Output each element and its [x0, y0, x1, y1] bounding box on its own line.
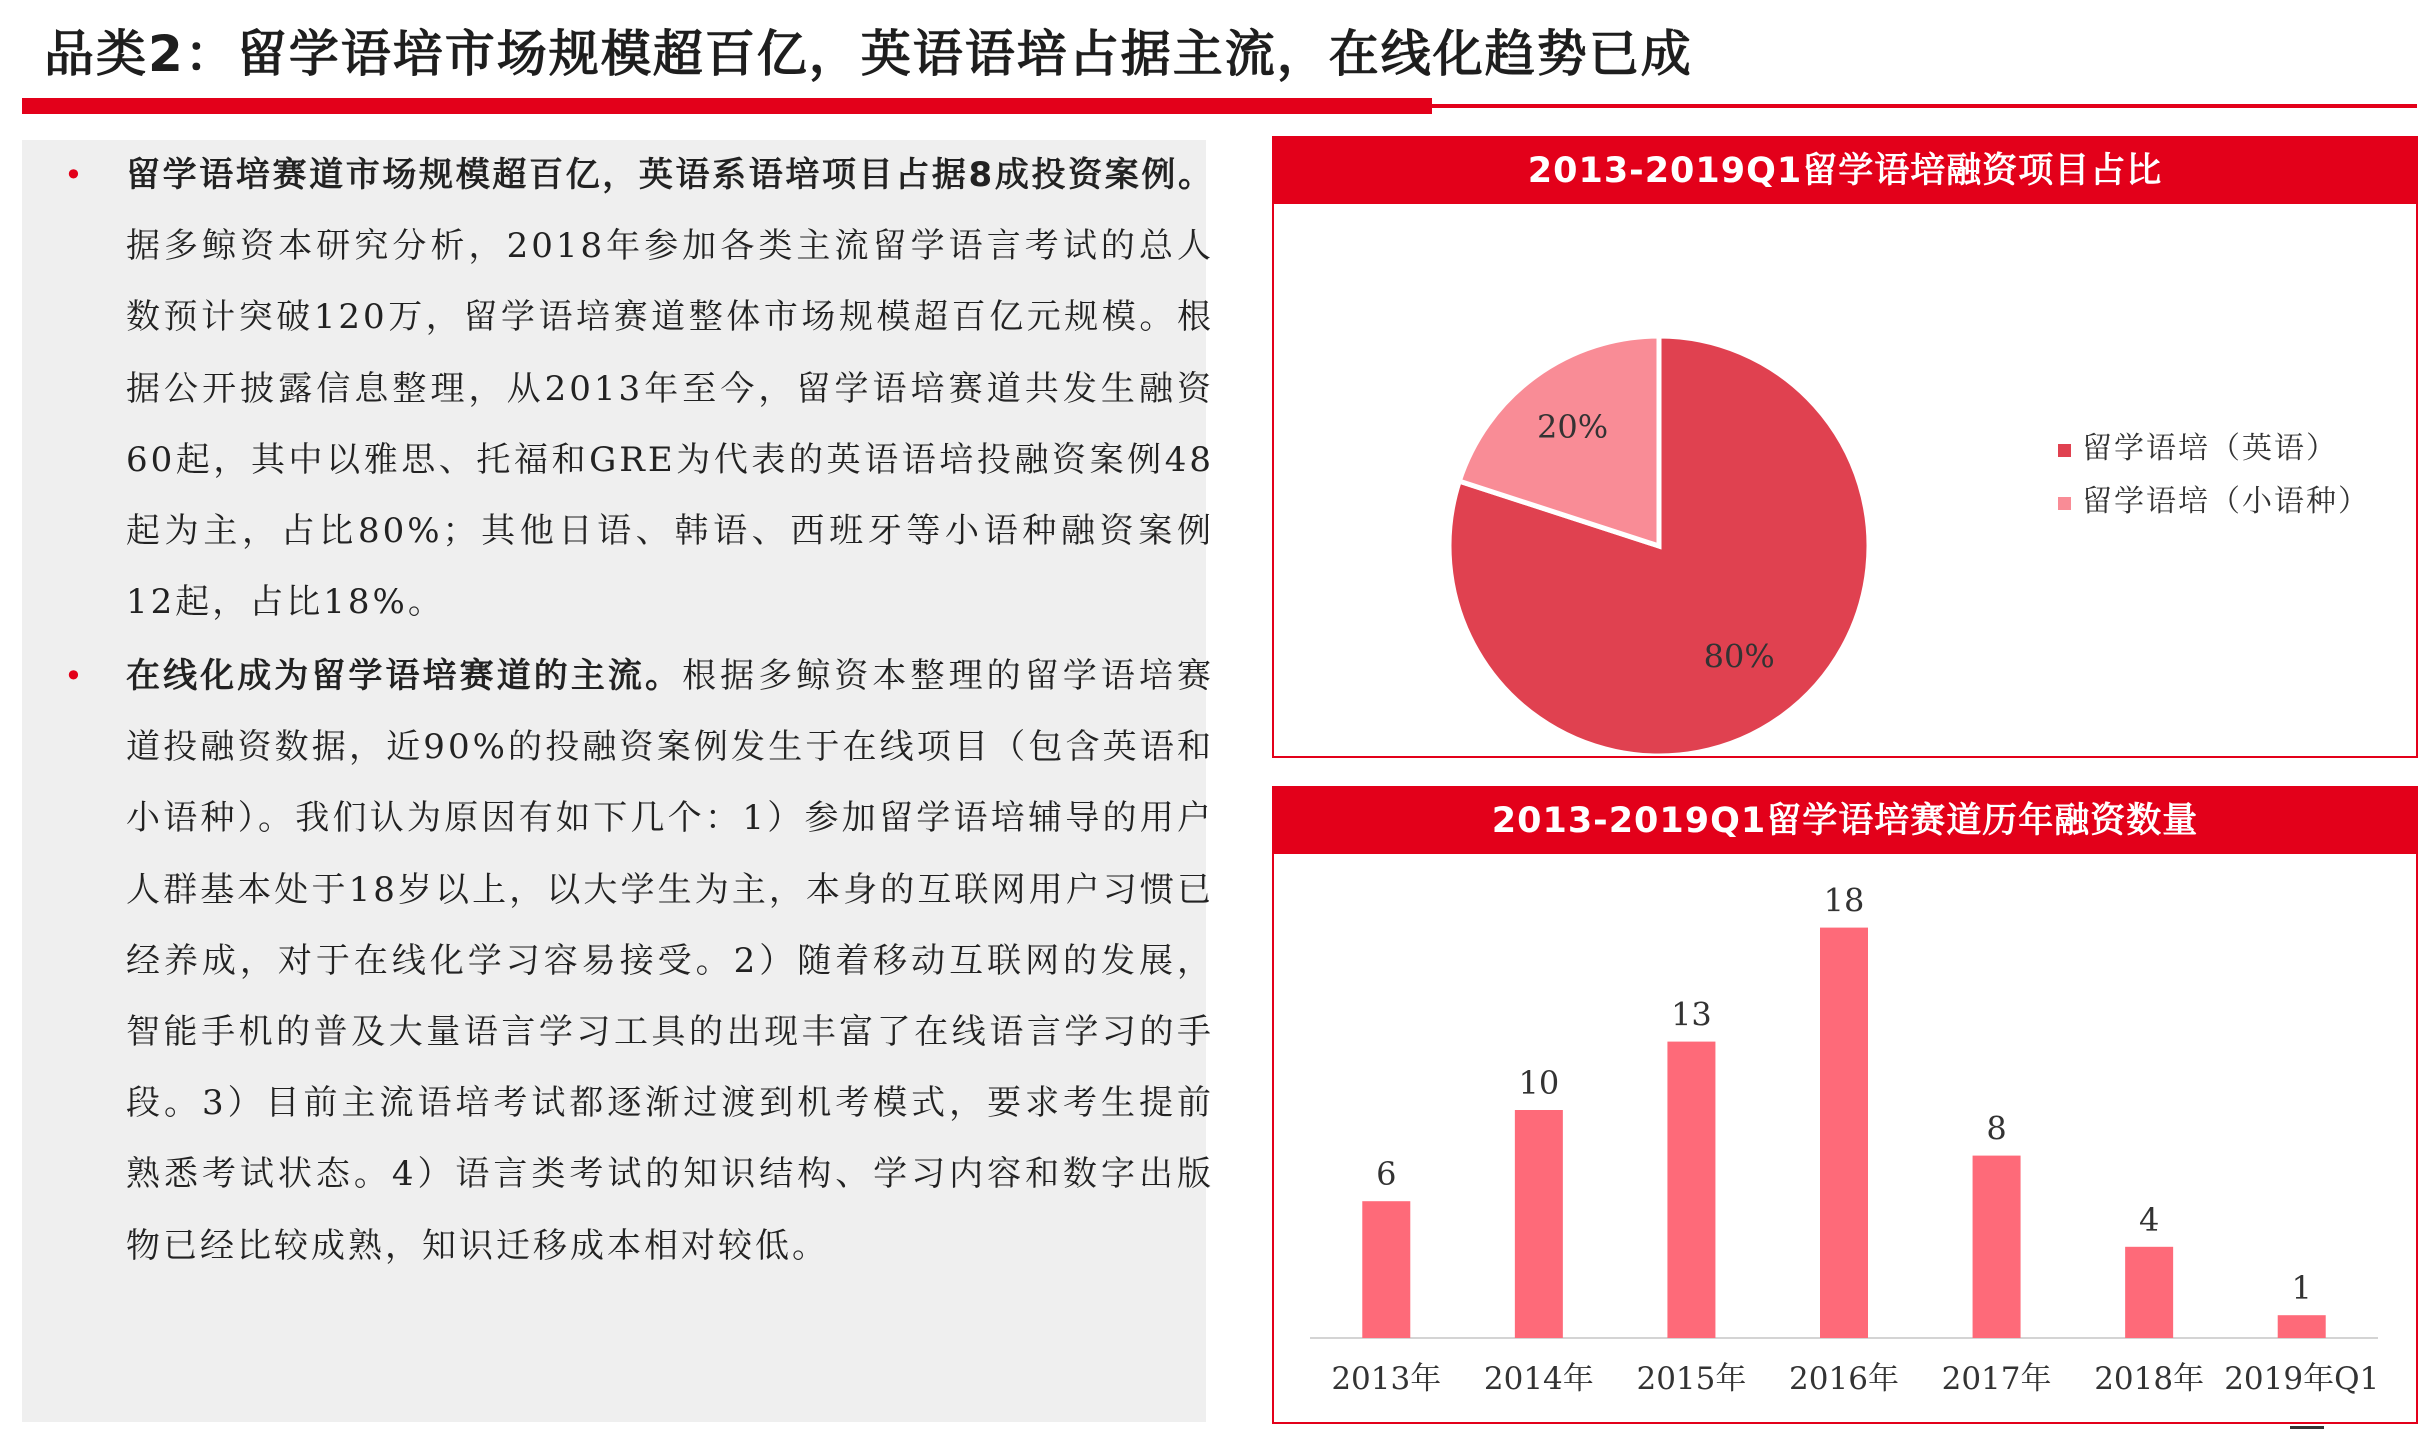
- bullet-2-body: 根据多鲸资本整理的留学语培赛道投融资数据，近90%的投融资案例发生于在线项目（包含英语和小语种）。我们认为原因有如下几个：1）参加留学语培辅导的用户人群基本处于18岁以上，以大学生为主，本身的互联网用户习惯已经养成，对于在线化学习容易接受。2）随着移动互联网的发展，智能手机的普及大量语言学习工具的出现丰富了在线语言学习的手段。3）目前主流语培考试都逐渐过渡到机考模式，要求考生提前熟悉考试状态。4）语言类考试的知识结构、学习内容和数字出版物已经比较成熟，知识迁移成本相对较低。: [126, 656, 1215, 1266]
- x-tick-label: 2015年: [1636, 1361, 1747, 1397]
- bar-2019年Q1: [2278, 1315, 2326, 1338]
- legend-swatch-1: [2058, 444, 2071, 457]
- bar-2018年: [2125, 1247, 2173, 1338]
- corner-mark: [2290, 1426, 2324, 1429]
- title-underline-thin: [1432, 104, 2417, 108]
- legend-label-1: 留学语培（英语）: [2082, 431, 2338, 466]
- bar-value-label: 10: [1518, 1064, 1560, 1102]
- bar-value-label: 8: [1986, 1109, 2007, 1148]
- x-tick-label: 2016年: [1789, 1361, 1899, 1397]
- pie-data-label-2: 20%: [1537, 408, 1609, 447]
- bar-value-label: 13: [1671, 995, 1712, 1034]
- bar-value-label: 4: [2138, 1200, 2160, 1239]
- bar-2015年: [1667, 1042, 1715, 1338]
- text-panel: [22, 140, 1215, 1422]
- bar-chart: [1274, 858, 2416, 1422]
- bullet-1-body: 据多鲸资本研究分析，2018年参加各类主流留学语言考试的总人数预计突破120万，留学语培赛道整体市场规模超百亿元规模。根据公开披露信息整理，从2013年至今，留学语培赛道共发生融资60起，其中以雅思、托福和GRE为代表的英语语培投融资案例48起为主，占比80%；其他日语、韩语、西班牙等小语种融资案例12起，占比18%。: [126, 226, 1214, 623]
- bar-2017年: [1973, 1156, 2021, 1338]
- bullet-marker-2: •: [64, 657, 83, 695]
- legend-label-2: 留学语培（小语种）: [2082, 484, 2370, 519]
- bullet-1-heading: 留学语培赛道市场规模超百亿，英语系语培项目占据8成投资案例。: [126, 155, 1214, 195]
- x-tick-label: 2013年: [1331, 1361, 1442, 1397]
- bullet-paragraph-1: [126, 140, 1214, 638]
- bar-value-label: 18: [1823, 881, 1865, 920]
- page-title: 品类2：留学语培市场规模超百亿，英语语培占据主流，在线化趋势已成: [44, 25, 1693, 83]
- pie-chart-panel: [1272, 136, 2418, 758]
- bullet-paragraph-2: [126, 641, 1214, 1282]
- bar-chart-title: 2013-2019Q1留学语培赛道历年融资数量: [1274, 788, 2416, 854]
- bar-value-label: 6: [1376, 1155, 1397, 1194]
- bar-chart-panel: [1272, 786, 2418, 1424]
- bar-2013年: [1362, 1201, 1410, 1338]
- x-tick-label: 2014年: [1483, 1361, 1594, 1397]
- bullet-2-heading: 在线化成为留学语培赛道的主流。: [126, 656, 683, 696]
- legend-swatch-2: [2058, 497, 2071, 510]
- x-tick-label: 2019年Q1: [2224, 1361, 2380, 1397]
- bullet-marker-1: •: [64, 156, 83, 194]
- pie-data-label-1: 80%: [1703, 637, 1775, 676]
- title-underline-bar: [22, 98, 1432, 114]
- pie-chart-title: 2013-2019Q1留学语培融资项目占比: [1274, 138, 2416, 204]
- x-tick-label: 2018年: [2094, 1361, 2205, 1397]
- bar-value-label: 1: [2291, 1269, 2312, 1308]
- pie-chart: [1274, 208, 2416, 756]
- x-tick-label: 2017年: [1941, 1361, 2052, 1397]
- bar-2014年: [1515, 1110, 1563, 1338]
- bar-2016年: [1820, 928, 1868, 1338]
